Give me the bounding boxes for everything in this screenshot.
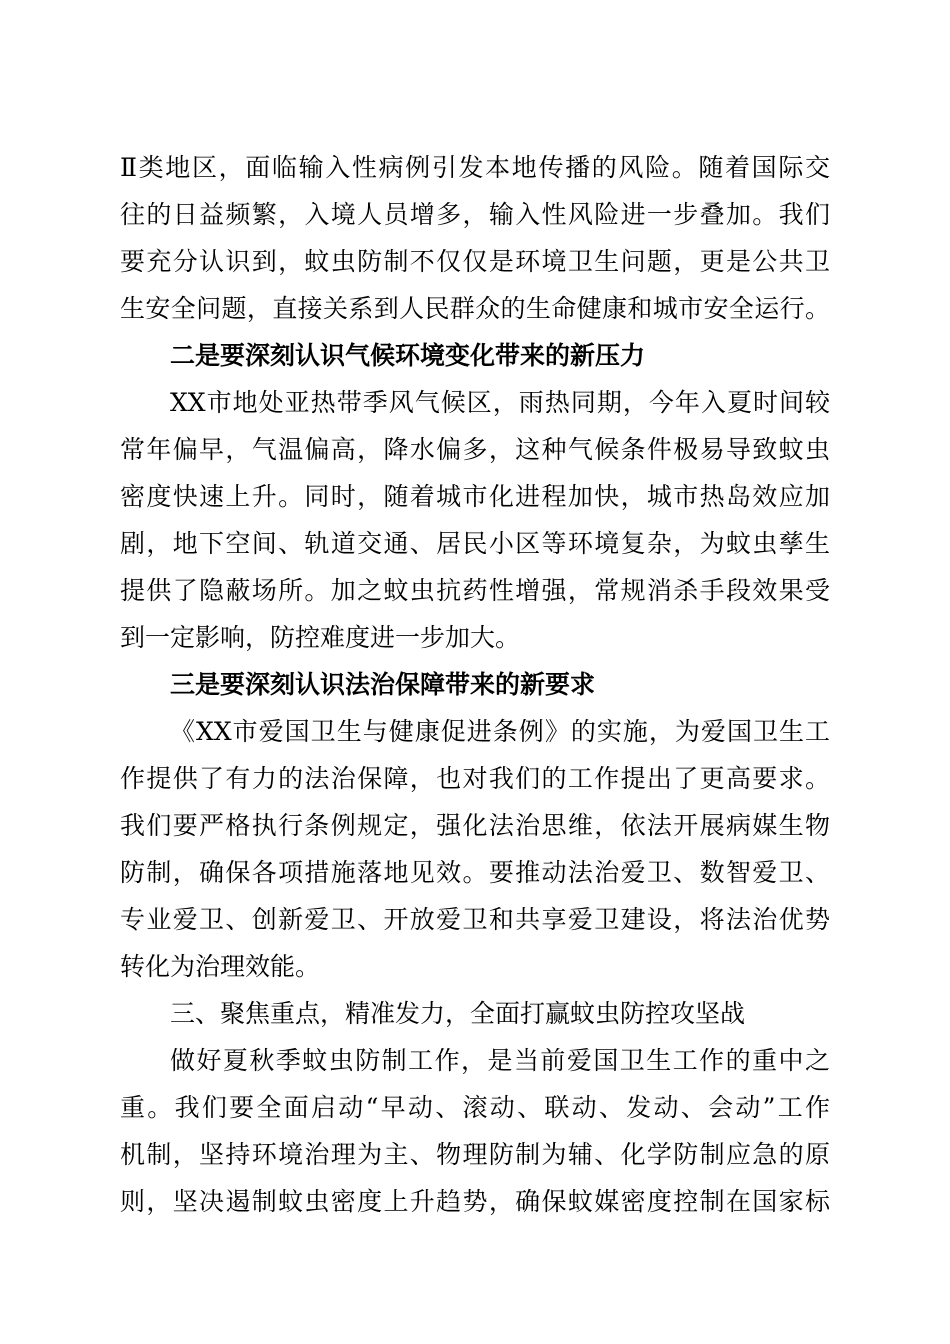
paragraph-line: 做好夏秋季蚊虫防制工作，是当前爱国卫生工作的重中之 [170, 1046, 830, 1075]
paragraph-line: 密度快速上升。同时，随着城市化进程加快，城市热岛效应加 [120, 482, 830, 511]
paragraph-line: 三、聚焦重点，精准发力，全面打赢蚊虫防控攻坚战 [170, 999, 746, 1028]
paragraph-line: 我们要严格执行条例规定，强化法治思维，依法开展病媒生物 [120, 811, 830, 840]
paragraph-line: 防制，确保各项措施落地见效。要推动法治爱卫、数智爱卫、 [120, 858, 830, 887]
document-page [120, 144, 830, 1225]
paragraph-line: 《XX市爱国卫生与健康促进条例》的实施，为爱国卫生工 [170, 717, 830, 746]
paragraph-line: 转化为治理效能。 [120, 952, 321, 981]
paragraph-line: 则，坚决遏制蚊虫密度上升趋势，确保蚊媒密度控制在国家标 [120, 1187, 830, 1216]
paragraph-line: Ⅱ类地区，面临输入性病例引发本地传播的风险。随着国际交 [120, 153, 830, 182]
document-body [120, 144, 830, 1225]
paragraph-line: 专业爱卫、创新爱卫、开放爱卫和共享爱卫建设，将法治优势 [120, 905, 830, 934]
paragraph-line: 机制，坚持环境治理为主、物理防制为辅、化学防制应急的原 [120, 1140, 830, 1169]
paragraph-line: 作提供了有力的法治保障，也对我们的工作提出了更高要求。 [120, 764, 830, 793]
paragraph-line: 提供了隐蔽场所。加之蚊虫抗药性增强，常规消杀手段效果受 [120, 576, 830, 605]
paragraph-line: 重。我们要全面启动“早动、滚动、联动、发动、会动”工作 [120, 1093, 830, 1122]
paragraph-line: XX市地处亚热带季风气候区，雨热同期，今年入夏时间较 [170, 388, 830, 417]
paragraph-line: 到一定影响，防控难度进一步加大。 [120, 623, 521, 652]
paragraph-line: 生安全问题，直接关系到人民群众的生命健康和城市安全运行。 [120, 294, 830, 323]
section-heading-line: 二是要深刻认识气候环境变化带来的新压力 [170, 341, 646, 370]
paragraph-line: 要充分认识到，蚊虫防制不仅仅是环境卫生问题，更是公共卫 [120, 247, 830, 276]
paragraph-line: 常年偏早，气温偏高，降水偏多，这种气候条件极易导致蚊虫 [120, 435, 830, 464]
paragraph-line: 剧，地下空间、轨道交通、居民小区等环境复杂，为蚊虫孳生 [120, 529, 830, 558]
paragraph-line: 往的日益频繁，入境人员增多，输入性风险进一步叠加。我们 [120, 200, 830, 229]
section-heading-line: 三是要深刻认识法治保障带来的新要求 [170, 670, 596, 699]
